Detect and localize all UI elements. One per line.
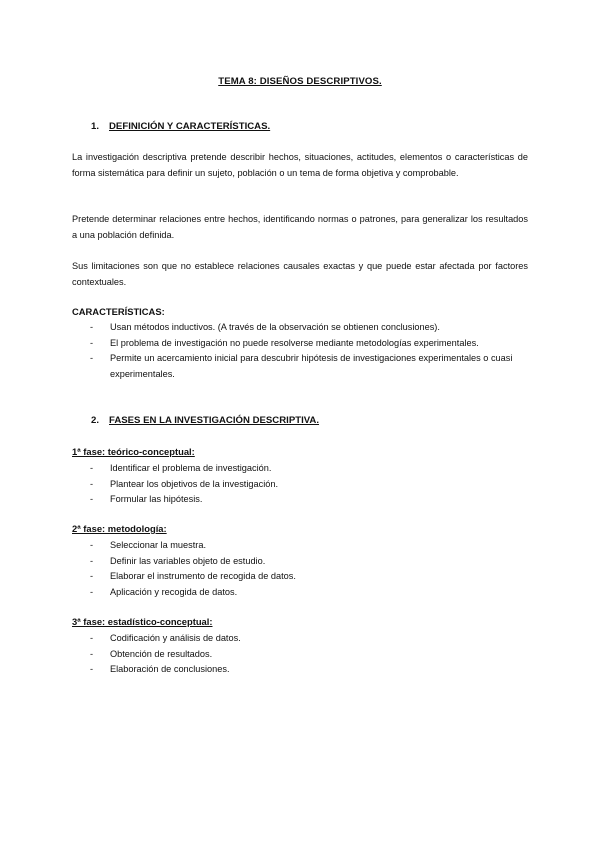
section-2-heading xyxy=(91,415,319,426)
bullet-dash: - xyxy=(90,540,94,550)
list-item-text: Permite un acercamiento inicial para descubrir hipótesis de investigaciones experimentales o cuasi experimentales. xyxy=(110,353,513,379)
phase-3-list xyxy=(72,631,532,678)
characteristics-label: CARACTERÍSTICAS: xyxy=(72,306,165,317)
list-item-text: Definir las variables objeto de estudio. xyxy=(110,555,266,566)
list-item xyxy=(72,538,532,554)
bullet-dash: - xyxy=(90,337,94,348)
bullet-dash: - xyxy=(90,478,94,489)
list-item-text: Formular las hipótesis. xyxy=(110,494,203,505)
bullet-dash: - xyxy=(90,322,94,332)
bullet-dash: - xyxy=(90,633,94,643)
bullet-dash: - xyxy=(90,353,94,364)
section-1-title: DEFINICIÓN Y CARACTERÍSTICAS. xyxy=(109,121,271,132)
characteristics-list xyxy=(72,320,532,382)
list-item xyxy=(72,477,532,493)
list-item-text: Aplicación y recogida de datos. xyxy=(110,586,238,597)
bullet-dash: - xyxy=(90,586,94,597)
section-2-number: 2. xyxy=(91,415,100,426)
bullet-dash: - xyxy=(90,571,94,582)
phase-3-label: 3ª fase: estadístico-conceptual: xyxy=(72,616,213,627)
phase-1-label: 1ª fase: teórico-conceptual: xyxy=(72,446,195,457)
phase-1-list xyxy=(72,461,532,508)
list-item xyxy=(72,631,532,647)
phase-2-label: 2ª fase: metodología: xyxy=(72,523,167,534)
phase-2-list xyxy=(72,538,532,600)
bullet-dash: - xyxy=(90,463,94,473)
list-item xyxy=(72,569,532,585)
list-item-text: Plantear los objetivos de la investigación. xyxy=(110,478,279,489)
list-item xyxy=(72,585,532,601)
section-1-number: 1. xyxy=(91,121,100,132)
list-item xyxy=(72,336,532,352)
list-item xyxy=(72,492,532,508)
section-2-title: FASES EN LA INVESTIGACIÓN DESCRIPTIVA. xyxy=(109,415,320,426)
section-1-heading xyxy=(91,121,270,132)
list-item-text: Elaborar el instrumento de recogida de datos. xyxy=(110,571,296,582)
list-item xyxy=(72,351,532,382)
list-item xyxy=(72,461,532,477)
bullet-dash: - xyxy=(90,648,94,659)
bullet-dash: - xyxy=(90,664,94,675)
bullet-dash: - xyxy=(90,555,94,566)
list-item xyxy=(72,662,532,678)
paragraph-1: La investigación descriptiva pretende describir hechos, situaciones, actitudes, elementos o características de forma sistemática para definir un sujeto, población o un tema de forma objetiva y comprobable. xyxy=(72,152,528,178)
list-item-text: Obtención de resultados. xyxy=(110,648,213,659)
list-item-text: Codificación y análisis de datos. xyxy=(110,633,241,643)
list-item-text: Usan métodos inductivos. (A través de la observación se obtienen conclusiones). xyxy=(110,322,440,332)
document-title: TEMA 8: DISEÑOS DESCRIPTIVOS. xyxy=(218,76,382,87)
paragraph-3: Sus limitaciones son que no establece relaciones causales exactas y que puede estar afectada por factores contextuales. xyxy=(72,261,528,287)
list-item-text: El problema de investigación no puede resolverse mediante metodologías experimentales. xyxy=(110,337,479,348)
bullet-dash: - xyxy=(90,494,94,505)
list-item xyxy=(72,320,532,336)
list-item-text: Seleccionar la muestra. xyxy=(110,540,207,550)
paragraph-2: Pretende determinar relaciones entre hechos, identificando normas o patrones, para generalizar los resultados a una población definida. xyxy=(72,214,528,240)
list-item-text: Identificar el problema de investigación. xyxy=(110,463,272,473)
list-item xyxy=(72,554,532,570)
list-item-text: Elaboración de conclusiones. xyxy=(110,664,230,675)
list-item xyxy=(72,647,532,663)
